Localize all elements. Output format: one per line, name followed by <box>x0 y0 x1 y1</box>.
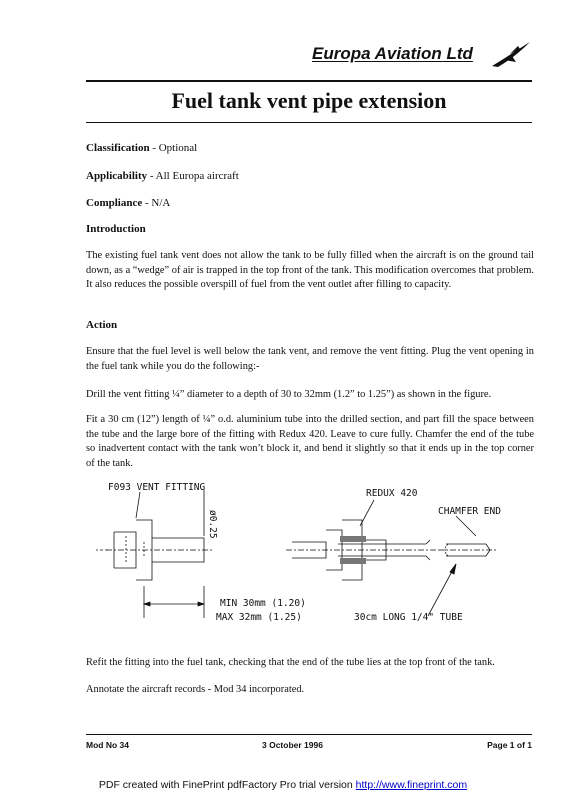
header-rule <box>86 80 532 82</box>
chamfer-label: CHAMFER END <box>438 506 501 517</box>
action-paragraph-5: Annotate the aircraft records - Mod 34 incorporated. <box>86 684 305 695</box>
compliance-label: Compliance <box>86 197 143 209</box>
logo-text: Europa Aviation Ltd <box>312 44 473 63</box>
footer-rule <box>86 734 532 735</box>
fineprint-link[interactable]: http://www.fineprint.com <box>355 779 468 791</box>
action-paragraph-3: Fit a 30 cm (12”) length of ¼” o.d. aluminium tube into the drilled section, and part fill the space between the tube and the large bore of the fitting with Redux 420. Leave to cure fully. Chamfer the end of the tube so inadvertent contact with the tank won’t block it, and bend it slightly so that it ends up in the top corner of the tank. <box>86 414 534 469</box>
vent-fitting-drawing <box>86 476 532 636</box>
action-heading: Action <box>86 319 118 331</box>
action-paragraph-2: Drill the vent fitting ¼” diameter to a depth of 30 to 32mm (1.2” to 1.25”) as shown in the figure. <box>86 389 492 400</box>
action-paragraph-4: Refit the fitting into the fuel tank, checking that the end of the tube lies at the top front of the tank. <box>86 657 495 668</box>
aircraft-logo-icon <box>490 40 532 70</box>
redux-label: REDUX 420 <box>366 488 418 499</box>
min-depth-label: MIN 30mm (1.20) <box>220 598 306 609</box>
action-paragraph-1: Ensure that the fuel level is well below the tank vent, and remove the vent fitting. Plug the vent opening in the fuel tank while you do the following:- <box>86 346 534 372</box>
applicability-label: Applicability <box>86 170 148 182</box>
page-title: Fuel tank vent pipe extension <box>171 88 447 113</box>
applicability-line <box>86 170 239 182</box>
classification-label: Classification <box>86 142 150 154</box>
footer-date: 3 October 1996 <box>262 740 323 750</box>
introduction-heading: Introduction <box>86 223 146 235</box>
footer-page-number: Page 1 of 1 <box>487 740 532 750</box>
footer-mod-number: Mod No 34 <box>86 740 129 750</box>
pdf-creator-note <box>0 779 566 791</box>
compliance-value: - N/A <box>142 197 171 209</box>
classification-value: - Optional <box>149 142 198 154</box>
tube-label: 30cm LONG 1/4" TUBE <box>354 612 463 623</box>
pdf-creator-text: PDF created with FinePrint pdfFactory Pro trial version <box>98 779 356 791</box>
fitting-label: F093 VENT FITTING <box>108 482 206 493</box>
introduction-text: The existing fuel tank vent does not allow the tank to be fully filled when the aircraft is on the ground tail down, as a “wedge” of air is trapped in the top front of the tank. This modification overcomes that problem. It also reduces the possible overspill of fuel from the vent outlet after filling to capacity. <box>86 250 534 291</box>
compliance-line <box>86 197 170 209</box>
title-rule <box>86 122 532 123</box>
company-logo <box>312 40 532 74</box>
max-depth-label: MAX 32mm (1.25) <box>216 612 302 623</box>
diameter-label: ø0.25 <box>207 510 218 539</box>
vent-fitting-figure <box>86 476 532 636</box>
applicability-value: - All Europa aircraft <box>147 170 239 182</box>
classification-line <box>86 142 197 154</box>
